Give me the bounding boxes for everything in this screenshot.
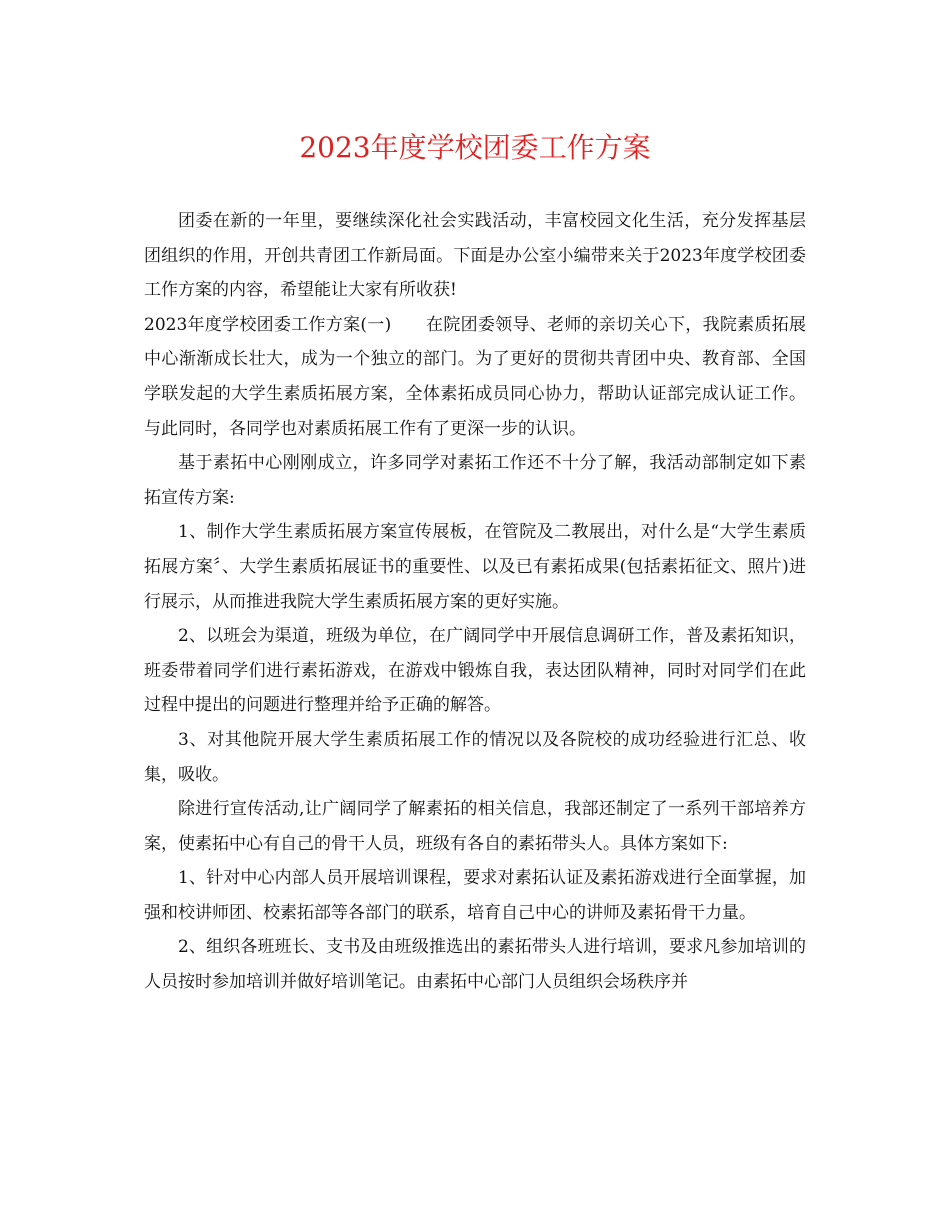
paragraph-publicity-item-1: 1、制作大学生素质拓展方案宣传展板，在管院及二教展出，对什么是“大学生素质拓展方案〞、大学生素质拓展证书的重要性、以及已有素拓成果(包括素拓征文、照片)进行展示，从而推进我院大学生素质拓展方案的更好实施。: [144, 522, 806, 612]
paragraph-publicity-intro: 基于素拓中心刚刚成立，许多同学对素拓工作还不十分了解，我活动部制定如下素拓宣传方案:: [144, 453, 806, 508]
document-title: 2023年度学校团委工作方案: [299, 131, 651, 164]
document-body: [144, 204, 806, 1000]
paragraph-training-item-2: 2、组织各班班长、支书及由班级推选出的素拓带头人进行培训，要求凡参加培训的人员按时参加培训并做好培训笔记。由素拓中心部门人员组织会场秩序并: [144, 937, 806, 993]
paragraph-plan-one: 2023年度学校团委工作方案(一) 在院团委领导、老师的亲切关心下，我院素质拓展中心渐渐成长壮大，成为一个独立的部门。为了更好的贯彻共青团中央、教育部、全国学联发起的大学生素质拓展方案，全体素拓成员同心协力，帮助认证部完成认证工作。与此同时，各同学也对素质拓展工作有了更深一步的认识。: [144, 314, 806, 439]
paragraph-publicity-item-2: 2、以班会为渠道，班级为单位，在广阔同学中开展信息调研工作，普及素拓知识，班委带着同学们进行素拓游戏，在游戏中锻炼自我，表达团队精神，同时对同学们在此过程中提出的问题进行整理并给予正确的解答。: [144, 626, 806, 716]
paragraph-training-intro: 除进行宣传活动,让广阔同学了解素拓的相关信息，我部还制定了一系列干部培养方案，使素拓中心有自己的骨干人员，班级有各自的素拓带头人。具体方案如下:: [144, 799, 806, 854]
paragraph-training-item-1: 1、针对中心内部人员开展培训课程，要求对素拓认证及素拓游戏进行全面掌握，加强和校讲师团、校素拓部等各部门的联系，培育自己中心的讲师及素拓骨干力量。: [144, 868, 806, 923]
paragraph-intro: 团委在新的一年里，要继续深化社会实践活动，丰富校园文化生活，充分发挥基层团组织的作用，开创共青团工作新局面。下面是办公室小编带来关于2023年度学校团委工作方案的内容，希望能让大家有所收获!: [144, 211, 806, 301]
paragraph-publicity-item-3: 3、对其他院开展大学生素质拓展工作的情况以及各院校的成功经验进行汇总、收集，吸收。: [144, 729, 806, 785]
